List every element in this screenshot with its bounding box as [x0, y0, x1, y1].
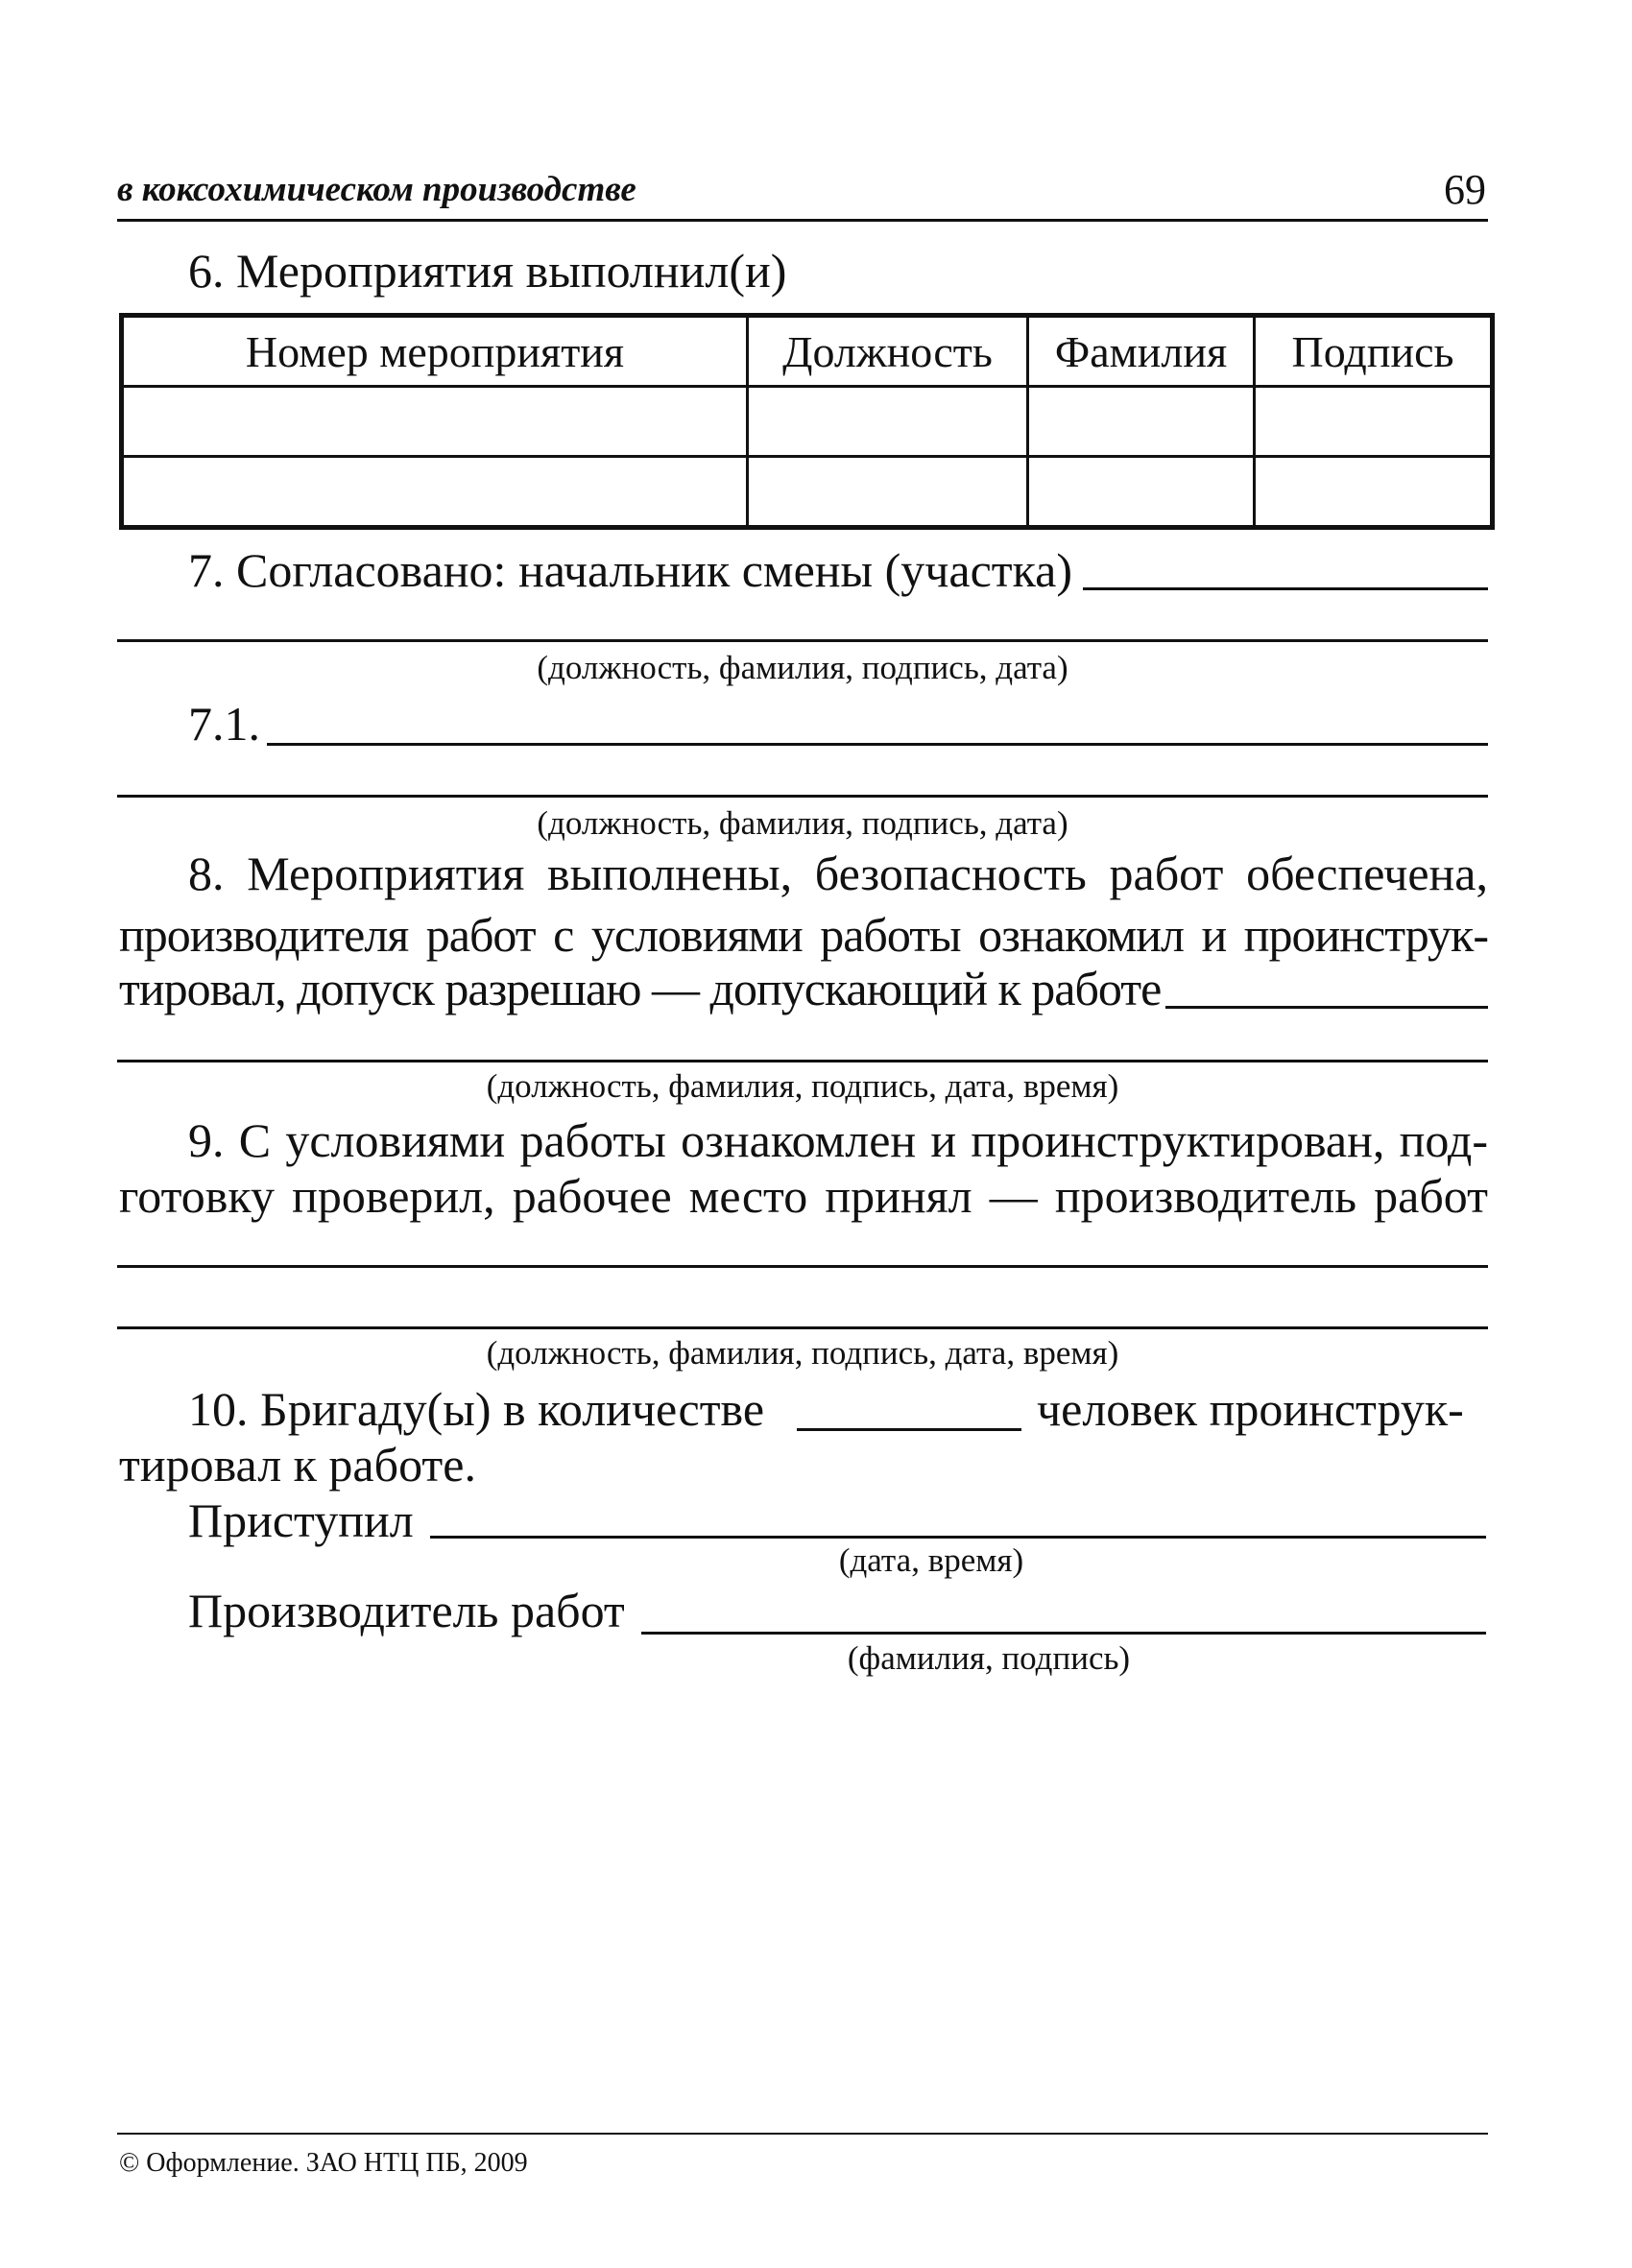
foreman-caption: (фамилия, подпись) [847, 1639, 1131, 1677]
section-7-fill-line-2[interactable] [117, 639, 1488, 642]
table-cell[interactable] [1028, 387, 1255, 457]
started-fill-line[interactable] [430, 1536, 1486, 1539]
table-cell[interactable] [122, 387, 748, 457]
section-8-fill-line[interactable] [1165, 1006, 1488, 1009]
started-label: Приступил [188, 1493, 414, 1547]
section-8-line-2: производителя работ с условиями работы ознакомил и проинструк- [119, 908, 1488, 962]
column-header-number: Номер мероприятия [122, 316, 748, 387]
footer-copyright: © Оформление. ЗАО НТЦ ПБ, 2009 [119, 2148, 528, 2178]
section-7-1-fill-line-2[interactable] [117, 795, 1488, 798]
page-number: 69 [1444, 166, 1486, 213]
section-10-line-1-start: 10. Бригаду(ы) в количестве [188, 1382, 765, 1436]
table-cell[interactable] [748, 457, 1028, 528]
section-9-caption: (должность, фамилия, подпись, дата, время) [486, 1334, 1119, 1372]
section-8-line-1: 8. Мероприятия выполнены, безопасность работ обеспечена, [188, 847, 1488, 900]
table-cell[interactable] [122, 457, 748, 528]
section-9-fill-line[interactable] [117, 1265, 1488, 1268]
running-header-title: в коксохимическом производстве [117, 170, 636, 209]
section-9-fill-line-2[interactable] [117, 1326, 1488, 1329]
table-cell[interactable] [1028, 457, 1255, 528]
column-header-surname: Фамилия [1028, 316, 1255, 387]
section-8-caption: (должность, фамилия, подпись, дата, время) [486, 1067, 1119, 1105]
section-7-1-fill-line[interactable] [267, 743, 1488, 746]
section-8-line-3: тировал, допуск разрешаю — допускающий к работе [119, 962, 1162, 1015]
footer-rule [117, 2133, 1488, 2135]
section-8-fill-line-2[interactable] [117, 1060, 1488, 1062]
people-count-fill-line[interactable] [797, 1428, 1021, 1431]
column-header-position: Должность [748, 316, 1028, 387]
section-6-heading: 6. Мероприятия выполнил(и) [188, 244, 787, 298]
table-cell[interactable] [748, 387, 1028, 457]
section-7-1-text: 7.1. [188, 697, 260, 751]
started-caption: (дата, время) [838, 1541, 1024, 1579]
section-9-line-1: 9. С условиями работы ознакомлен и проинструктирован, под- [188, 1113, 1488, 1167]
section-10-line-2: тировал к работе. [119, 1438, 476, 1492]
section-9-line-2: готовку проверил, рабочее место принял — производитель работ [119, 1169, 1488, 1223]
table-cell[interactable] [1255, 457, 1493, 528]
section-7-1-caption: (должность, фамилия, подпись, дата) [537, 804, 1068, 842]
section-10-line-1-end: человек проинструк- [1037, 1382, 1464, 1436]
foreman-fill-line[interactable] [641, 1632, 1486, 1635]
foreman-label: Производитель работ [188, 1584, 625, 1637]
table-header-row [122, 316, 1493, 387]
table-row [122, 387, 1493, 457]
section-7-caption: (должность, фамилия, подпись, дата) [537, 649, 1068, 686]
measures-table [119, 313, 1495, 530]
column-header-signature: Подпись [1255, 316, 1493, 387]
header-rule [117, 219, 1488, 222]
table-row [122, 457, 1493, 528]
section-7-fill-line[interactable] [1083, 587, 1488, 590]
section-7-text: 7. Согласовано: начальник смены (участка) [188, 543, 1073, 597]
table-cell[interactable] [1255, 387, 1493, 457]
